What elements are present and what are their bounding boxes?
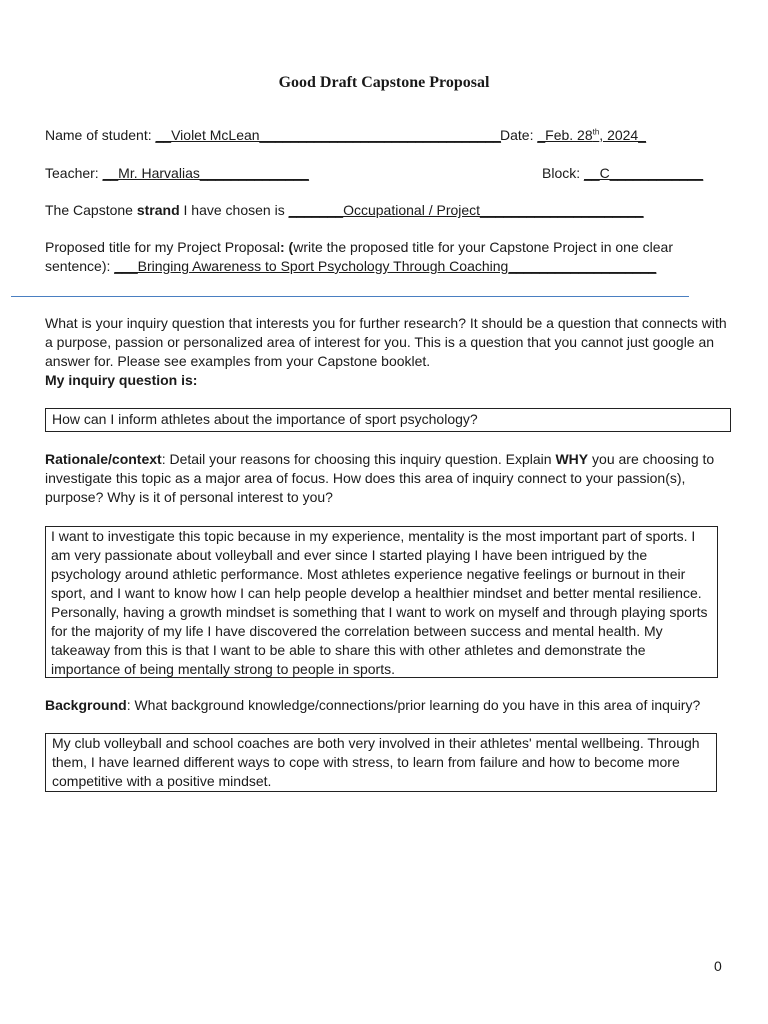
date-row [500, 126, 646, 145]
title-prompt-text-post: write the proposed title for your Capstone Project in one clear [293, 239, 673, 255]
block-value: __C____________ [584, 165, 704, 181]
rationale-answer: I want to investigate this topic because in my experience, mentality is the most important part of sports. I am very passionate about volleyball and ever since I started playing I have been intrigued by the psychology around athletic performance. Most athletes experience negative feelings or burnout in their sport, and I want to know how I can help people develop a healthier mindset and better mental resilience. Personally, having a growth mindset is something that I want to work on myself and through playing sports for the majority of my life I have discovered the correlation between success and mental health. My takeaway from this is that I want to be able to share this with other athletes and demonstrate the importance of being mentally strong to people in sports. [51, 528, 708, 677]
teacher-label: Teacher: [45, 165, 103, 181]
title-prompt-line2 [45, 257, 656, 276]
rationale-answer-box [45, 526, 718, 678]
strand-row [45, 201, 644, 220]
student-name-label: Name of student: [45, 127, 156, 143]
rationale-prompt-post: you are choosing to investigate this topic as a major area of focus. How does this area of inquiry connect to your passion(s), purpose? Why is it of personal interest to you? [45, 451, 715, 505]
rationale-prompt [45, 450, 717, 507]
background-prompt [45, 696, 700, 715]
student-name-value: __Violet McLean_______________________________ [155, 127, 501, 143]
inquiry-prompt: What is your inquiry question that interests you for further research? It should be a question that connects with a purpose, passion or personalized area of interest for you. This is a question that you cannot just google an answer for. Please see examples from your Capstone booklet. [45, 315, 727, 369]
strand-value: _______Occupational / Project_____________________ [288, 202, 644, 218]
date-value: _Feb. 28th, 2024_ [537, 127, 647, 143]
teacher-value: __Mr. Harvalias______________ [102, 165, 309, 181]
title-prompt-text: Proposed title for my Project Proposal [45, 239, 280, 255]
inquiry-answer-box [45, 408, 731, 432]
background-prompt-text: : What background knowledge/connections/prior learning do you have in this area of inquiry? [126, 697, 701, 713]
rationale-prompt-pre: : Detail your reasons for choosing this inquiry question. Explain [161, 451, 556, 467]
inquiry-answer: How can I inform athletes about the importance of sport psychology? [52, 411, 478, 427]
teacher-row [45, 164, 309, 183]
rationale-prompt-bold: WHY [555, 451, 589, 467]
page-number: 0 [714, 958, 722, 974]
title-prompt-line1 [45, 238, 673, 257]
student-name-row [45, 126, 501, 145]
background-label: Background [45, 697, 127, 713]
title-prompt-bold: : ( [280, 239, 294, 255]
title-prompt-sentence-label: sentence): [45, 258, 115, 274]
block-row [542, 164, 703, 183]
rationale-label: Rationale/context [45, 451, 162, 467]
section-divider [11, 296, 689, 297]
strand-label-bold: strand [136, 202, 180, 218]
background-answer-box [45, 733, 717, 792]
date-label: Date: [500, 127, 538, 143]
background-answer: My club volleyball and school coaches are both very involved in their athletes' mental wellbeing. Through them, I have learned different ways to cope with stress, to learn from failure and how to become more competitive with a positive mindset. [52, 735, 700, 789]
strand-label-pre: The Capstone [45, 202, 137, 218]
strand-label-post: I have chosen is [179, 202, 289, 218]
block-label: Block: [542, 165, 585, 181]
proposed-title-value: ___Bringing Awareness to Sport Psychology Through Coaching___________________ [114, 258, 657, 274]
document-title: Good Draft Capstone Proposal [278, 74, 490, 91]
inquiry-label: My inquiry question is: [45, 372, 198, 388]
